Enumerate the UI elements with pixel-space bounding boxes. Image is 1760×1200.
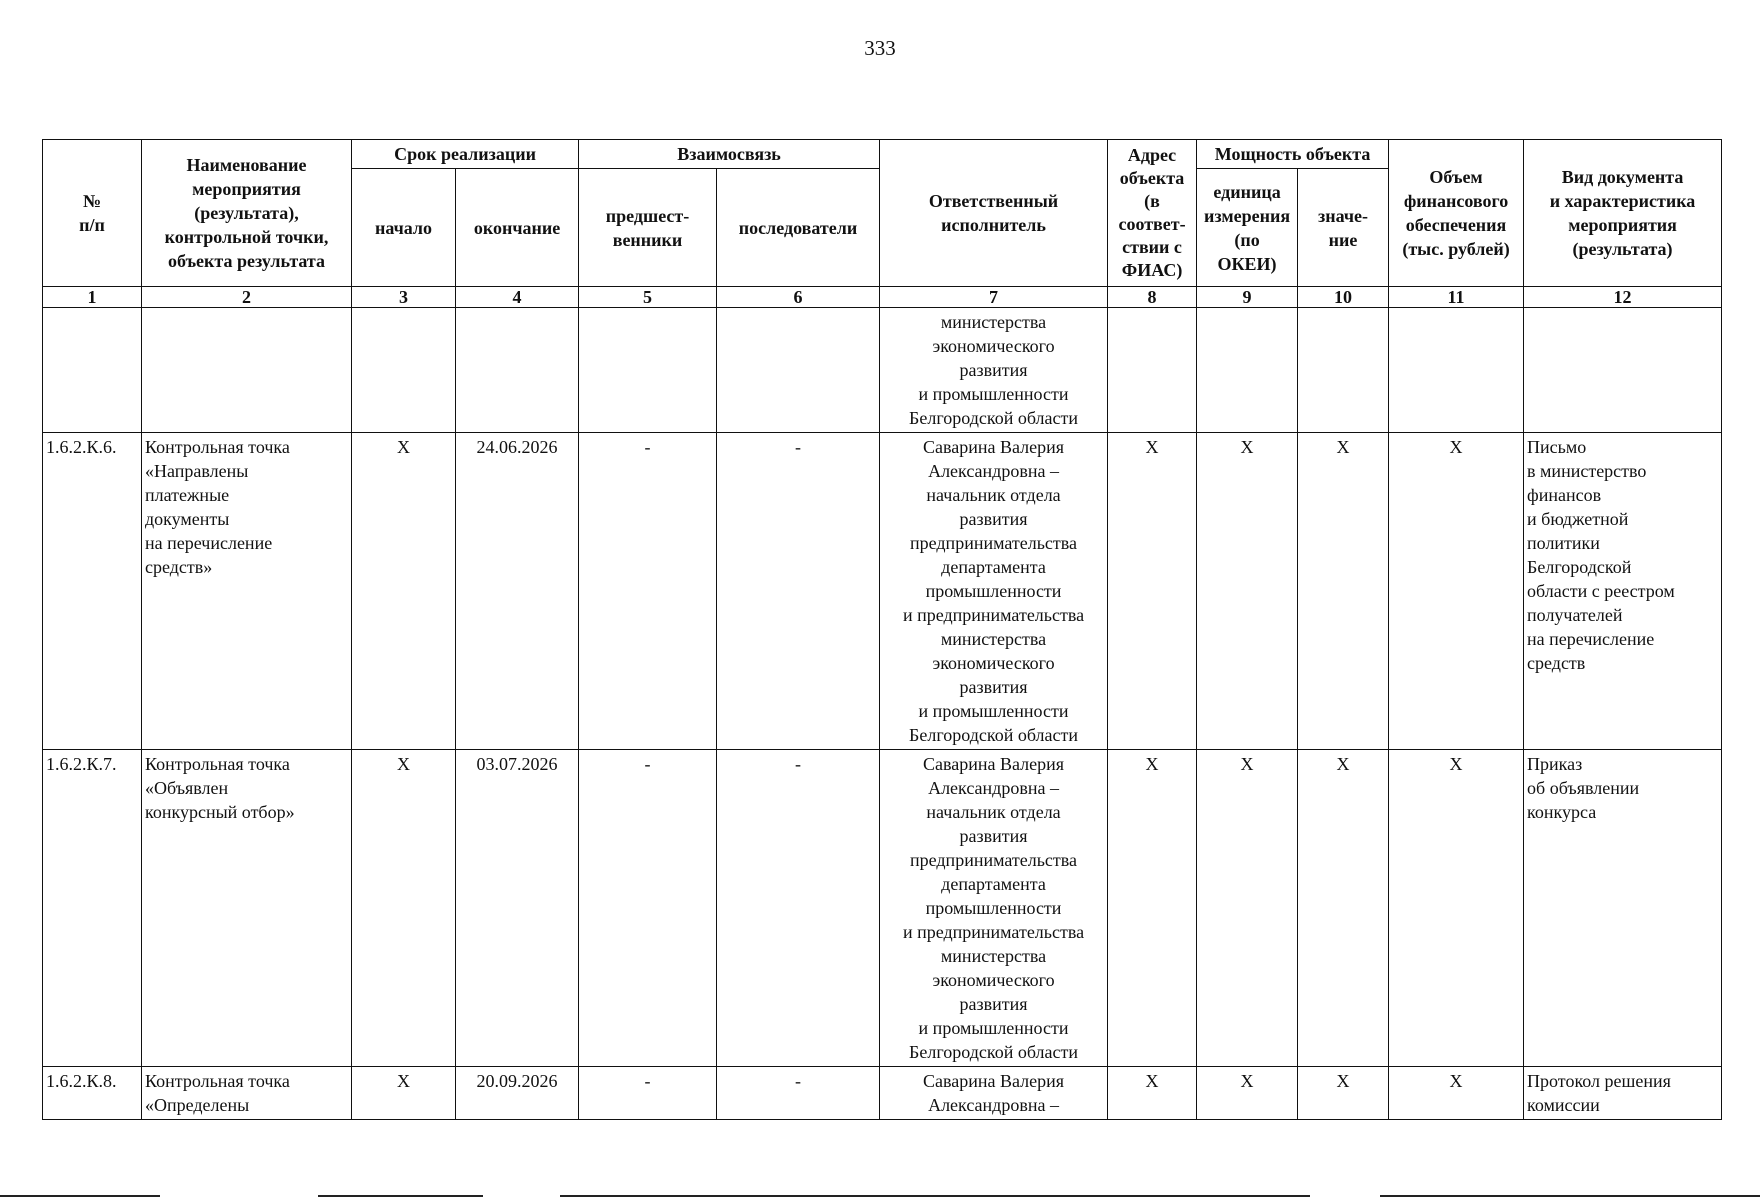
cell-number: 1.6.2.К.7. <box>43 750 142 1067</box>
cell-document <box>1524 308 1722 433</box>
table-body <box>43 287 1722 1120</box>
header-line: исполнитель <box>941 215 1046 235</box>
cell-line: Саварина Валерия <box>923 1071 1065 1091</box>
cell-line: области с реестром <box>1527 581 1675 601</box>
cell-line: развития <box>959 360 1028 380</box>
cell-line: начальник отдела <box>926 802 1061 822</box>
table-row <box>43 433 1722 750</box>
cell-line: экономического <box>932 970 1055 990</box>
cell-line: экономического <box>932 336 1055 356</box>
cell-value: X <box>1298 433 1389 750</box>
cell-value: X <box>1298 1067 1389 1120</box>
table-header <box>43 140 1722 287</box>
cell-end: 24.06.2026 <box>456 433 579 750</box>
table-row <box>43 308 1722 433</box>
cell-line: Контрольная точка <box>145 754 290 774</box>
header-line: контрольной точки, <box>164 227 329 247</box>
column-number: 6 <box>717 287 880 308</box>
header-line: Наименование <box>186 155 307 175</box>
cell-line: получателей <box>1527 605 1623 625</box>
column-number: 12 <box>1524 287 1722 308</box>
cell-start <box>352 308 456 433</box>
cell-number <box>43 308 142 433</box>
cell-line: Приказ <box>1527 754 1583 774</box>
header-name <box>142 140 352 287</box>
cell-line: Александровна – <box>928 1095 1059 1115</box>
header-responsible <box>880 140 1108 287</box>
column-number: 8 <box>1108 287 1197 308</box>
cell-responsible <box>880 750 1108 1067</box>
header-line: финансового <box>1403 191 1509 211</box>
cell-line: финансов <box>1527 485 1602 505</box>
plan-table <box>42 139 1722 1120</box>
header-line: единица <box>1213 181 1281 202</box>
header-unit <box>1197 169 1298 287</box>
cell-successors <box>717 308 880 433</box>
cell-line: Протокол решения <box>1527 1071 1671 1091</box>
cell-line: министерства <box>940 946 1047 966</box>
header-line: Ответственный <box>928 191 1059 211</box>
cell-predecessors: - <box>579 1067 717 1120</box>
cell-line: Контрольная точка <box>145 437 290 457</box>
cell-line: в министерство <box>1527 461 1647 481</box>
cell-unit: X <box>1197 433 1298 750</box>
header-line: ствии с <box>1122 237 1182 257</box>
cell-successors: - <box>717 750 880 1067</box>
cell-predecessors <box>579 308 717 433</box>
cell-financing <box>1389 308 1524 433</box>
cell-line: Белгородской <box>1527 557 1632 577</box>
cell-value: X <box>1298 750 1389 1067</box>
cell-name <box>142 750 352 1067</box>
column-number: 10 <box>1298 287 1389 308</box>
cell-unit: X <box>1197 750 1298 1067</box>
cell-number: 1.6.2.К.6. <box>43 433 142 750</box>
header-line: ФИАС) <box>1121 260 1183 280</box>
bottom-rule <box>560 1195 1310 1197</box>
cell-line: и предпринимательства <box>902 922 1085 942</box>
cell-line: «Объявлен <box>145 778 229 798</box>
cell-line: Белгородской области <box>909 408 1079 428</box>
cell-line: министерства <box>940 629 1047 649</box>
column-number: 9 <box>1197 287 1298 308</box>
header-line: значе- <box>1318 205 1369 226</box>
header-line: венники <box>612 229 683 250</box>
cell-line: департамента <box>941 874 1046 894</box>
header-line: и характеристика <box>1549 191 1696 211</box>
column-number: 2 <box>142 287 352 308</box>
cell-predecessors: - <box>579 750 717 1067</box>
cell-line: конкурсный отбор» <box>145 802 295 822</box>
cell-document <box>1524 433 1722 750</box>
cell-name <box>142 1067 352 1120</box>
header-line: объекта <box>1119 168 1185 188</box>
cell-line: развития <box>959 826 1028 846</box>
header-term-group: Срок реализации <box>352 140 579 169</box>
header-document <box>1524 140 1722 287</box>
header-line: мероприятия <box>1568 215 1677 235</box>
cell-line: предпринимательства <box>910 850 1078 870</box>
header-line: объекта результата <box>168 251 325 271</box>
cell-line: и промышленности <box>918 1018 1069 1038</box>
cell-line: «Определены <box>145 1095 250 1115</box>
cell-line: и предпринимательства <box>902 605 1085 625</box>
cell-financing: X <box>1389 1067 1524 1120</box>
cell-number: 1.6.2.К.8. <box>43 1067 142 1120</box>
cell-line: политики <box>1527 533 1600 553</box>
header-line: мероприятия <box>192 179 301 199</box>
header-start: начало <box>352 169 456 287</box>
column-number: 7 <box>880 287 1108 308</box>
cell-line: предпринимательства <box>910 533 1078 553</box>
header-predecessors <box>579 169 717 287</box>
cell-line: средств» <box>145 557 213 577</box>
cell-line: и промышленности <box>918 384 1069 404</box>
cell-line: развития <box>959 994 1028 1014</box>
cell-line: министерства <box>940 312 1047 332</box>
cell-responsible <box>880 308 1108 433</box>
column-number: 3 <box>352 287 456 308</box>
cell-line: развития <box>959 677 1028 697</box>
cell-line: Белгородской области <box>909 725 1079 745</box>
header-line: (тыс. рублей) <box>1402 239 1510 259</box>
cell-line: промышленности <box>925 898 1062 918</box>
cell-name <box>142 433 352 750</box>
header-power-group: Мощность объекта <box>1197 140 1389 169</box>
header-line: ние <box>1328 229 1358 250</box>
header-line: обеспечения <box>1405 215 1507 235</box>
column-number: 4 <box>456 287 579 308</box>
cell-responsible <box>880 1067 1108 1120</box>
cell-line: Александровна – <box>928 461 1059 481</box>
cell-financing: X <box>1389 433 1524 750</box>
table-row <box>43 750 1722 1067</box>
cell-line: комиссии <box>1527 1095 1600 1115</box>
cell-successors: - <box>717 433 880 750</box>
cell-address: X <box>1108 1067 1197 1120</box>
cell-line: об объявлении <box>1527 778 1640 798</box>
header-link-group: Взаимосвязь <box>579 140 880 169</box>
cell-line: развития <box>959 509 1028 529</box>
header-line: (результата) <box>1572 239 1673 259</box>
cell-document <box>1524 1067 1722 1120</box>
header-line: Объем <box>1429 167 1483 187</box>
cell-end: 03.07.2026 <box>456 750 579 1067</box>
column-numbers-row <box>43 287 1722 308</box>
cell-line: средств <box>1527 653 1586 673</box>
cell-successors: - <box>717 1067 880 1120</box>
cell-document <box>1524 750 1722 1067</box>
cell-line: экономического <box>932 653 1055 673</box>
header-line: Адрес <box>1127 145 1177 165</box>
header-num <box>43 140 142 287</box>
header-line: предшест- <box>605 205 690 226</box>
cell-line: на перечисление <box>145 533 273 553</box>
header-line: № <box>82 191 102 211</box>
cell-line: и промышленности <box>918 701 1069 721</box>
header-line: (в <box>1144 191 1160 211</box>
table-row <box>43 1067 1722 1120</box>
header-successors: последователи <box>717 169 880 287</box>
cell-line: платежные <box>145 485 230 505</box>
cell-unit: X <box>1197 1067 1298 1120</box>
column-number: 5 <box>579 287 717 308</box>
cell-line: Белгородской области <box>909 1042 1079 1062</box>
header-line: Вид документа <box>1561 167 1684 187</box>
cell-address <box>1108 308 1197 433</box>
cell-line: Письмо <box>1527 437 1587 457</box>
header-address <box>1108 140 1197 287</box>
cell-start: X <box>352 750 456 1067</box>
cell-predecessors: - <box>579 433 717 750</box>
cell-line: «Направлены <box>145 461 249 481</box>
cell-line: Саварина Валерия <box>923 437 1065 457</box>
cell-line: и бюджетной <box>1527 509 1629 529</box>
cell-start: X <box>352 1067 456 1120</box>
cell-responsible <box>880 433 1108 750</box>
cell-start: X <box>352 433 456 750</box>
bottom-rule <box>1380 1195 1760 1197</box>
header-line: (по <box>1234 229 1260 250</box>
cell-line: Александровна – <box>928 778 1059 798</box>
cell-line: Контрольная точка <box>145 1071 290 1091</box>
header-line: ОКЕИ) <box>1217 253 1277 274</box>
header-financing <box>1389 140 1524 287</box>
cell-line: на перечисление <box>1527 629 1655 649</box>
cell-address: X <box>1108 750 1197 1067</box>
cell-name <box>142 308 352 433</box>
column-number: 11 <box>1389 287 1524 308</box>
bottom-rule <box>318 1195 483 1197</box>
cell-value <box>1298 308 1389 433</box>
cell-line: промышленности <box>925 581 1062 601</box>
cell-address: X <box>1108 433 1197 750</box>
header-line: (результата), <box>194 203 299 223</box>
column-number: 1 <box>43 287 142 308</box>
cell-line: департамента <box>941 557 1046 577</box>
cell-line: конкурса <box>1527 802 1597 822</box>
header-line: измерения <box>1203 205 1291 226</box>
bottom-rule <box>0 1195 160 1197</box>
header-line: п/п <box>79 215 105 235</box>
header-end: окончание <box>456 169 579 287</box>
page-number: 333 <box>864 36 896 60</box>
cell-line: начальник отдела <box>926 485 1061 505</box>
header-value <box>1298 169 1389 287</box>
cell-financing: X <box>1389 750 1524 1067</box>
cell-unit <box>1197 308 1298 433</box>
header-line: соответ- <box>1118 214 1186 234</box>
cell-end: 20.09.2026 <box>456 1067 579 1120</box>
cell-line: Саварина Валерия <box>923 754 1065 774</box>
cell-end <box>456 308 579 433</box>
cell-line: документы <box>145 509 230 529</box>
